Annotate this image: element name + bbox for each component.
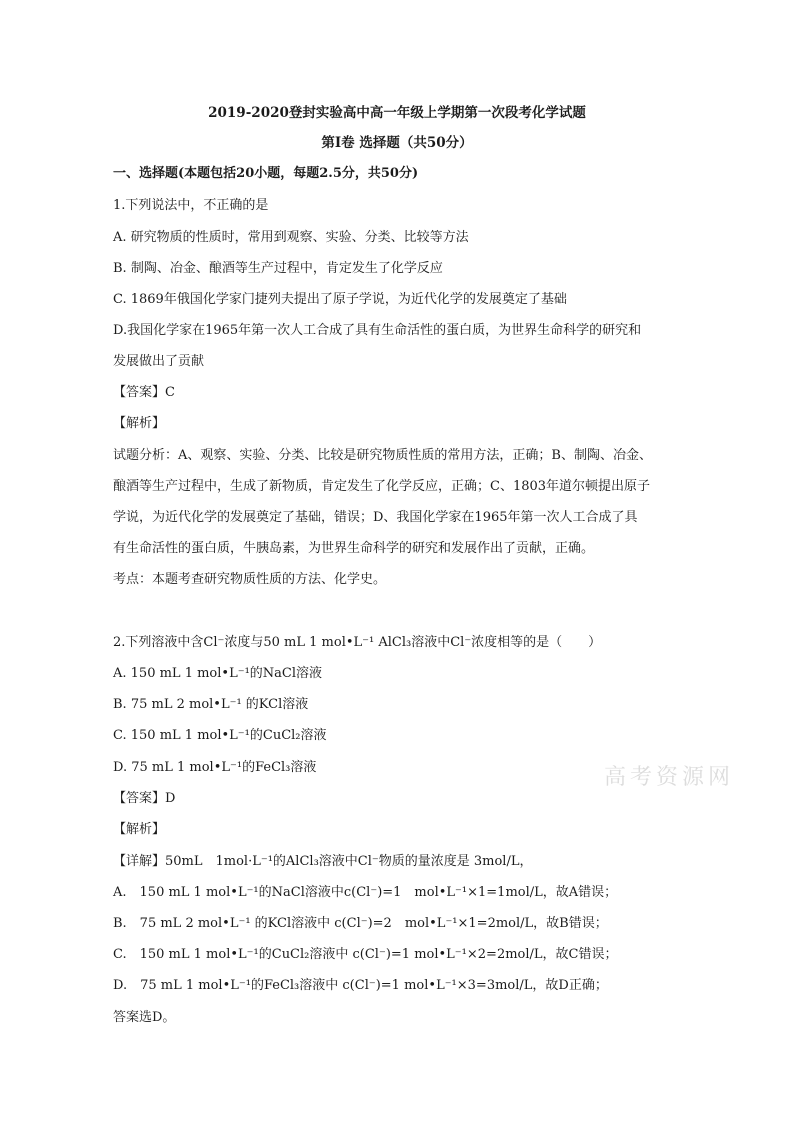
exam-subtitle: 第Ⅰ卷 选择题（共50分） bbox=[321, 135, 473, 151]
question-2-option-c: C. 150 mL 1 mol•L⁻¹的CuCl₂溶液 bbox=[113, 728, 327, 743]
question-1-analysis-line: 有生命活性的蛋白质，牛胰岛素，为世界生命科学的研究和发展作出了贡献，正确。 bbox=[113, 541, 595, 556]
question-2-conclusion: 答案选D。 bbox=[113, 1010, 176, 1025]
question-2-detail-line: C. 150 mL 1 mol•L⁻¹的CuCl₂溶液中 c(Cl⁻)=1 mol•L⁻¹×2=2mol/L，故C错误； bbox=[113, 947, 618, 962]
question-1-stem: 1.下列说法中，不正确的是 bbox=[113, 198, 269, 213]
question-2-analysis-label: 【解析】 bbox=[113, 822, 166, 837]
question-2-detail-line: B. 75 mL 2 mol•L⁻¹ 的KCl溶液中 c(Cl⁻)=2 mol•L⁻¹×1=2mol/L，故B错误； bbox=[113, 916, 608, 931]
question-1-option-b: B. 制陶、冶金、酿酒等生产过程中，肯定发生了化学反应 bbox=[113, 261, 443, 276]
watermark-text: 高考资源网 bbox=[604, 765, 735, 790]
question-1-option-c: C. 1869年俄国化学家门捷列夫提出了原子学说，为近代化学的发展奠定了基础 bbox=[113, 292, 567, 307]
question-2-detail-line: D. 75 mL 1 mol•L⁻¹的FeCl₃溶液中 c(Cl⁻)=1 mol•L⁻¹×3=3mol/L，故D正确； bbox=[113, 978, 608, 993]
section-heading: 一、选择题(本题包括20小题，每题2.5分，共50分) bbox=[113, 166, 419, 181]
question-1-option-d: D.我国化学家在1965年第一次人工合成了具有生命活性的蛋白质，为世界生命科学的研究和 bbox=[113, 323, 642, 338]
question-1-analysis-line: 酿酒等生产过程中，生成了新物质，肯定发生了化学反应，正确；C、1803年道尔顿提出原子 bbox=[113, 479, 651, 494]
question-2-option-b: B. 75 mL 2 mol•L⁻¹ 的KCl溶液 bbox=[113, 697, 309, 712]
question-1-analysis-label: 【解析】 bbox=[113, 416, 166, 431]
question-2-detail-line: 【详解】50mL 1mol·L⁻¹的AlCl₃溶液中Cl⁻物质的量浓度是 3mol/L， bbox=[113, 854, 533, 869]
question-2-stem: 2.下列溶液中含Cl⁻浓度与50 mL 1 mol•L⁻¹ AlCl₃溶液中Cl⁻浓度相等的是（ ） bbox=[113, 635, 602, 650]
question-1-option-d-cont: 发展做出了贡献 bbox=[113, 354, 205, 369]
question-2-option-a: A. 150 mL 1 mol•L⁻¹的NaCl溶液 bbox=[113, 666, 323, 681]
exam-title: 2019-2020登封实验高中高一年级上学期第一次段考化学试题 bbox=[208, 105, 586, 121]
question-2-detail-line: A. 150 mL 1 mol•L⁻¹的NaCl溶液中c(Cl⁻)=1 mol•L⁻¹×1=1mol/L，故A错误； bbox=[113, 885, 618, 900]
question-1-answer: 【答案】C bbox=[113, 385, 175, 400]
question-1-option-a: A. 研究物质的性质时，常用到观察、实验、分类、比较等方法 bbox=[113, 230, 469, 245]
question-2-option-d: D. 75 mL 1 mol•L⁻¹的FeCl₃溶液 bbox=[113, 760, 317, 775]
question-2-answer: 【答案】D bbox=[113, 791, 176, 806]
question-1-analysis-line: 学说，为近代化学的发展奠定了基础，错误；D、我国化学家在1965年第一次人工合成了具 bbox=[113, 510, 638, 525]
question-1-analysis-line: 试题分析：A、观察、实验、分类、比较是研究物质性质的常用方法，正确；B、制陶、冶金、 bbox=[113, 448, 652, 463]
question-1-kaodian: 考点：本题考查研究物质性质的方法、化学史。 bbox=[113, 572, 387, 587]
